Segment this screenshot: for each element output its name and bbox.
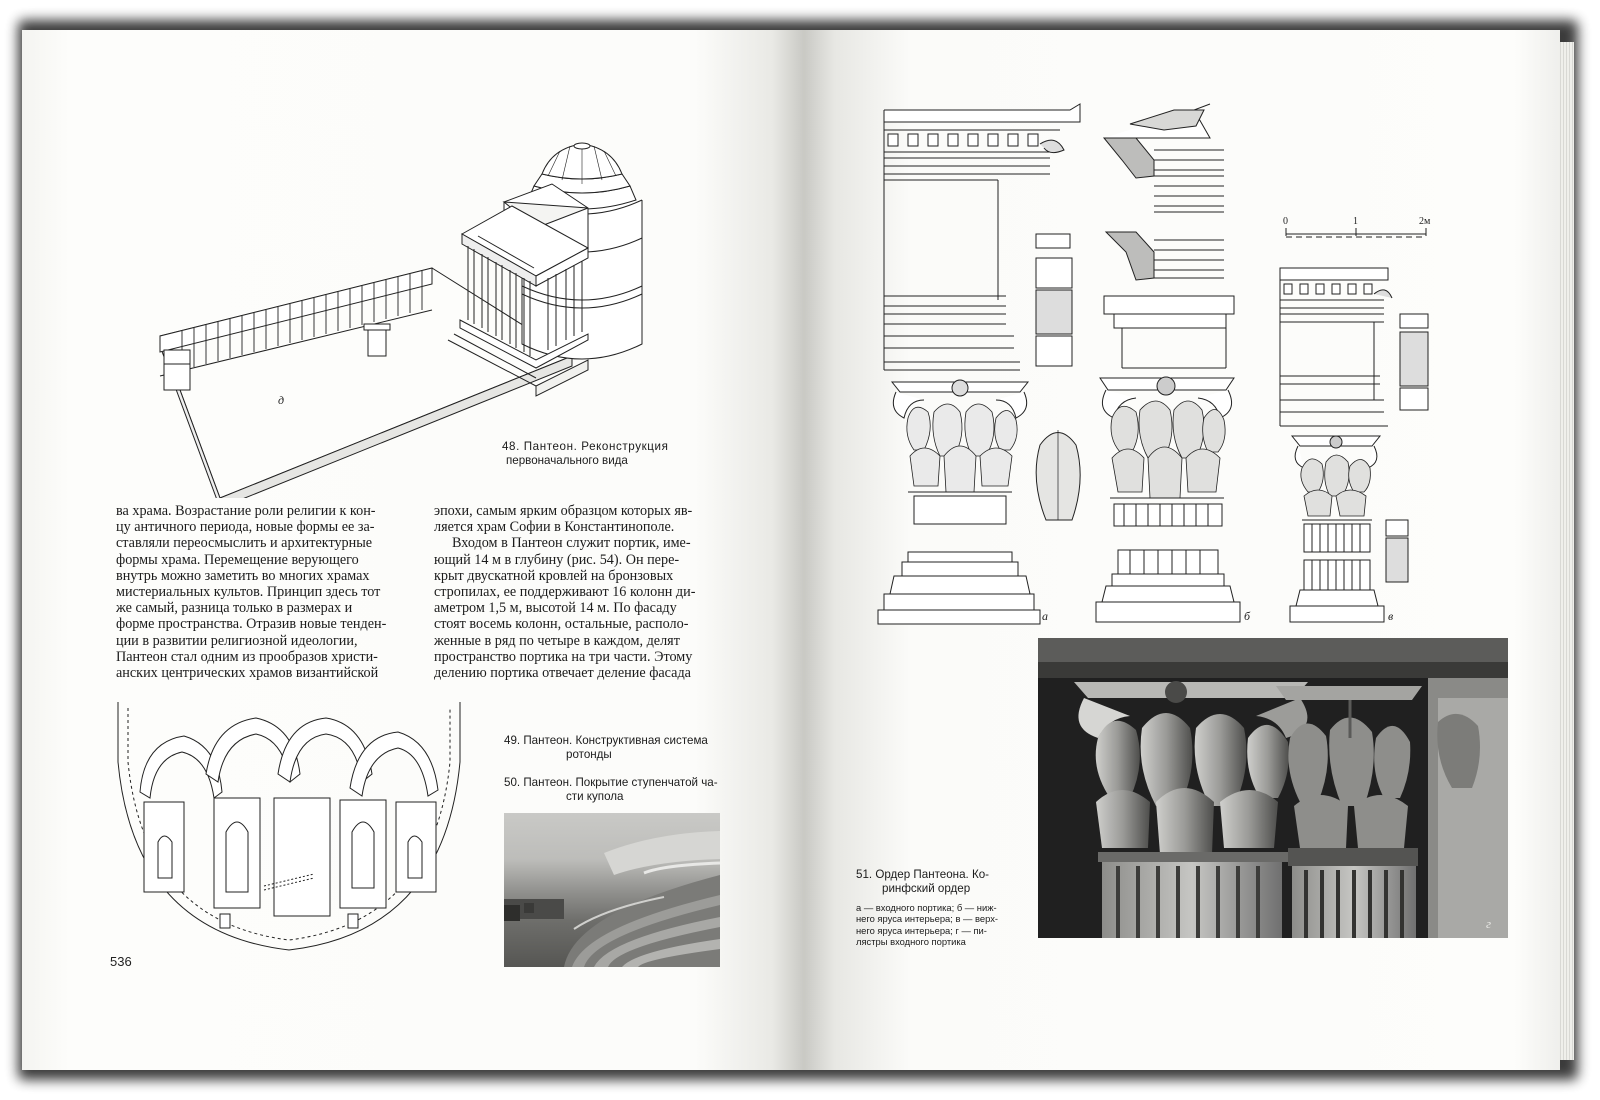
body-text-column-2 (434, 503, 736, 681)
col2-line: крыт двускатной кровлей на бронзовых (434, 567, 674, 584)
col2-line: пространство портика на три части. Этому (434, 648, 693, 665)
fig51-order-drawings (874, 100, 1474, 640)
fig49-rotunda-construction-drawing (114, 702, 464, 952)
scale-bar (1283, 216, 1431, 237)
fig51-letter-g: г (1486, 916, 1492, 931)
fig51-letter-v: в (1388, 609, 1394, 623)
fig51-caption-line1: 51. Ордер Пантеона. Ко- (856, 868, 990, 881)
order-v-drawing (1280, 268, 1428, 623)
col1-line: формы храма. Перемещение верующего (116, 551, 359, 568)
col2-line: стропилах, ее поддерживают 16 колонн ди- (434, 584, 696, 601)
fig49-caption-line2: ротонды (566, 748, 612, 761)
fig49-caption (504, 734, 734, 762)
col2-line: аметром 1,5 м, высотой 14 м. По фасаду (434, 600, 677, 617)
fig51-legend-line: него яруса интерьера; в — верх- (856, 913, 999, 925)
fig49-caption-line1: 49. Пантеон. Конструктивная система (504, 734, 708, 747)
fig48-caption-line2: первоначального вида (506, 454, 628, 467)
scale-label-1: 1 (1353, 216, 1358, 227)
page-edges (1560, 42, 1574, 1060)
col1-line: же самый, разница только в размерах и (116, 600, 353, 617)
fig51-legend-line: него яруса интерьера; г — пи- (856, 924, 987, 936)
fig48-pantheon-reconstruction-drawing (142, 88, 662, 498)
col2-line: Входом в Пантеон служит портик, име- (452, 535, 691, 552)
fig51-caption (856, 868, 1026, 896)
fig51-caption-line2: ринфский ордер (882, 882, 971, 895)
scale-label-0: 0 (1283, 216, 1288, 227)
fig51-legend-line: а — входного портика; б — ниж- (856, 902, 997, 913)
fig51-legend (856, 902, 1028, 948)
fig50-dome-steps (504, 813, 720, 967)
fig50-caption (504, 776, 734, 804)
fig51-capital-photo (1038, 638, 1508, 938)
fig51-letter-b: б (1244, 609, 1251, 623)
col1-line: ва храма. Возрастание роли религии к кон- (116, 503, 376, 519)
fig48-label-d: д (278, 393, 285, 407)
fig51-capital-photo-image (1038, 638, 1508, 938)
fig51-letter-a: а (1042, 609, 1048, 623)
col1-line: мистериальных культов. Принцип здесь тот (116, 584, 381, 601)
col1-line: внутрь можно заметить во многих храмах (116, 567, 370, 584)
order-b-drawing (1096, 104, 1251, 623)
right-page (804, 30, 1560, 1070)
fig50-caption-line1: 50. Пантеон. Покрытие ступенчатой ча- (504, 776, 718, 789)
col1-line: анских центрических храмов византийской (116, 665, 379, 682)
col2-line: женные в ряд по четыре в каждом, делят (434, 632, 680, 649)
col1-line: Пантеон стал одним из прообразов христи- (116, 648, 378, 665)
fig50-caption-line2: сти купола (566, 790, 624, 803)
left-page (22, 30, 804, 1070)
scale-label-2: 2м (1419, 216, 1431, 227)
body-text-column-1 (116, 503, 418, 681)
page-number: 536 (110, 954, 132, 969)
col1-line: цу античного периода, новые формы ее за- (116, 519, 375, 536)
col1-line: ставляли переосмыслить и архитектурные (116, 535, 373, 552)
col1-line: форме пространства. Отразив новые тенден- (116, 616, 387, 633)
fig50-dome-photo (504, 813, 720, 967)
col2-line: ляется храм Софии в Константинополе. (434, 519, 675, 536)
col1-line: ции в развитии религиозной идеологии, (116, 632, 358, 649)
col2-line: эпохи, самым ярким образцом которых яв- (434, 503, 693, 519)
col2-line: ющий 14 м в глубину (рис. 54). Он пере- (434, 551, 680, 568)
fig51-legend-line: лястры входного портика (856, 936, 966, 948)
col2-line: стоят восемь колонн, остальные, располо- (434, 616, 689, 633)
order-a-details (1036, 234, 1080, 520)
fig48-caption (502, 440, 702, 468)
fig48-caption-line1: 48. Пантеон. Реконструкция (502, 440, 669, 453)
col2-line: делению портика отвечает деление фасада (434, 665, 691, 682)
